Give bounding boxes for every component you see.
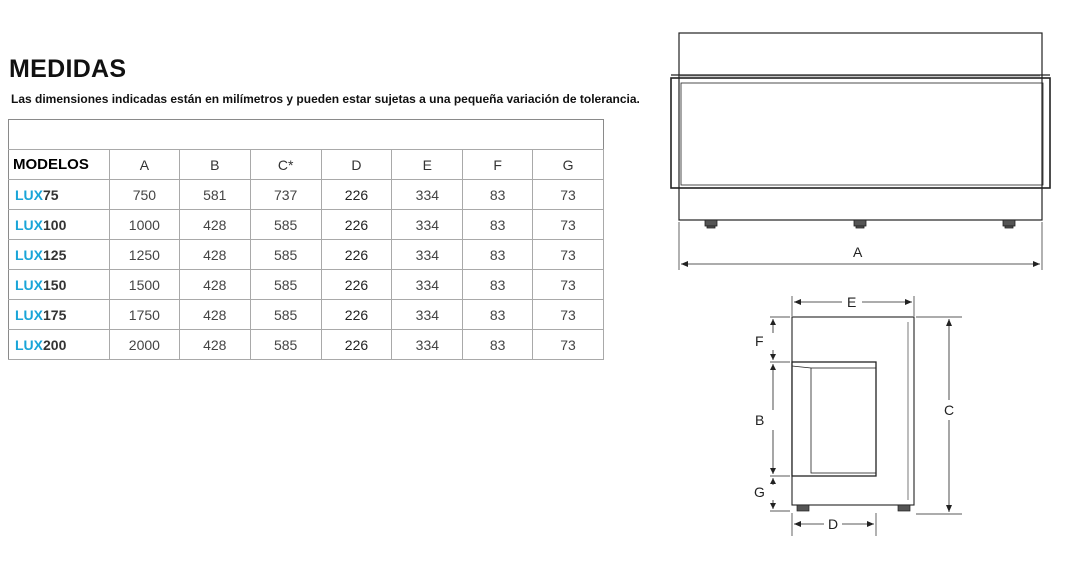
front-feet xyxy=(705,220,1015,228)
dimension-cell-b: 428 xyxy=(179,300,250,330)
front-view-drawing xyxy=(671,33,1050,270)
dimension-cell-e: 334 xyxy=(392,180,463,210)
dimension-cell-a: 750 xyxy=(109,180,179,210)
side-label-f: F xyxy=(755,333,764,349)
dimension-cell-c: 585 xyxy=(250,240,321,270)
dimension-cell-d: 226 xyxy=(321,300,392,330)
model-prefix: LUX xyxy=(15,246,43,263)
dimension-cell-b: 428 xyxy=(179,240,250,270)
page-title: MEDIDAS xyxy=(9,55,127,83)
model-prefix: LUX xyxy=(15,306,43,323)
page-subtitle: Las dimensiones indicadas están en milímetros y pueden estar sujetas a una pequeña variación de tolerancia. xyxy=(11,92,640,106)
model-number: 150 xyxy=(43,276,67,293)
dimension-cell-f: 83 xyxy=(463,210,533,240)
dimension-cell-c: 585 xyxy=(250,270,321,300)
side-label-g: G xyxy=(754,484,765,500)
model-number: 75 xyxy=(43,186,59,203)
column-header-c: C* xyxy=(250,150,321,180)
model-number: 125 xyxy=(43,246,67,263)
dimension-cell-f: 83 xyxy=(463,240,533,270)
column-header-a: A xyxy=(109,150,179,180)
dimension-cell-g: 73 xyxy=(533,210,604,240)
model-prefix: LUX xyxy=(15,336,43,353)
dimension-cell-a: 1500 xyxy=(109,270,179,300)
dimension-cell-f: 83 xyxy=(463,270,533,300)
dimension-cell-c: 585 xyxy=(250,210,321,240)
dimension-cell-b: 428 xyxy=(179,330,250,360)
dimension-cell-a: 1250 xyxy=(109,240,179,270)
model-number: 200 xyxy=(43,336,67,353)
dimension-cell-d: 226 xyxy=(321,330,392,360)
dimension-cell-e: 334 xyxy=(392,210,463,240)
dimension-cell-g: 73 xyxy=(533,300,604,330)
column-header-f: F xyxy=(463,150,533,180)
dimension-cell-g: 73 xyxy=(533,330,604,360)
model-number: 100 xyxy=(43,216,67,233)
model-prefix: LUX xyxy=(15,216,43,233)
dimension-cell-g: 73 xyxy=(533,240,604,270)
column-header-e: E xyxy=(392,150,463,180)
dimension-cell-c: 737 xyxy=(250,180,321,210)
dimension-cell-c: 585 xyxy=(250,300,321,330)
dimension-cell-c: 585 xyxy=(250,330,321,360)
model-prefix: LUX xyxy=(15,276,43,293)
dimension-cell-e: 334 xyxy=(392,330,463,360)
side-label-b: B xyxy=(755,412,765,428)
dimension-cell-d: 226 xyxy=(321,210,392,240)
column-header-models: MODELOS xyxy=(9,150,110,180)
column-header-g: G xyxy=(533,150,604,180)
side-label-e: E xyxy=(847,294,857,310)
dimension-cell-b: 428 xyxy=(179,270,250,300)
side-label-c: C xyxy=(944,402,955,418)
dimension-cell-b: 581 xyxy=(179,180,250,210)
column-header-d: D xyxy=(321,150,392,180)
dimension-cell-a: 2000 xyxy=(109,330,179,360)
dimension-cell-d: 226 xyxy=(321,270,392,300)
model-number: 175 xyxy=(43,306,67,323)
dimension-cell-a: 1000 xyxy=(109,210,179,240)
side-view-drawing xyxy=(770,296,962,536)
dimension-cell-a: 1750 xyxy=(109,300,179,330)
dimension-cell-g: 73 xyxy=(533,180,604,210)
dimension-cell-f: 83 xyxy=(463,330,533,360)
dimension-cell-f: 83 xyxy=(463,300,533,330)
side-label-d: D xyxy=(828,516,839,532)
dimension-cell-f: 83 xyxy=(463,180,533,210)
dimension-cell-g: 73 xyxy=(533,270,604,300)
dimension-cell-d: 226 xyxy=(321,180,392,210)
dimension-cell-e: 334 xyxy=(392,270,463,300)
dimension-cell-e: 334 xyxy=(392,240,463,270)
dimension-cell-b: 428 xyxy=(179,210,250,240)
model-prefix: LUX xyxy=(15,186,43,203)
front-label-a: A xyxy=(853,244,863,260)
column-header-b: B xyxy=(179,150,250,180)
dimension-cell-d: 226 xyxy=(321,240,392,270)
dimension-cell-e: 334 xyxy=(392,300,463,330)
